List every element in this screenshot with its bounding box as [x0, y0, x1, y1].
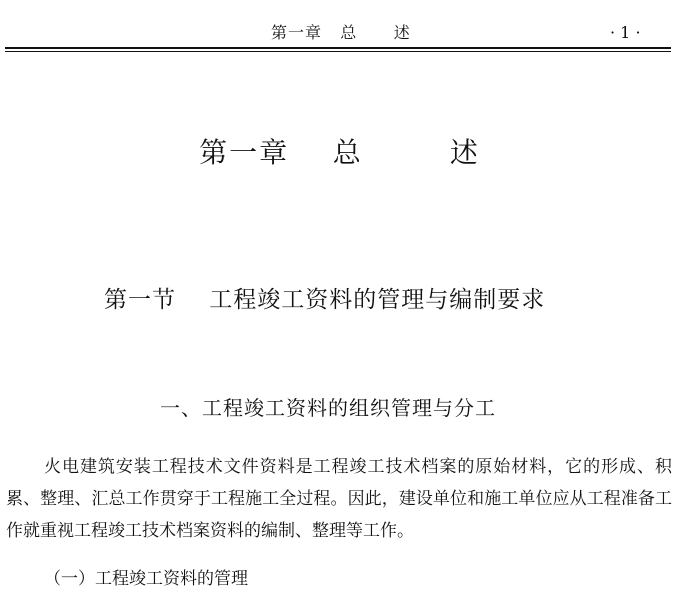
- chapter-title: 第一章 总 述: [199, 136, 480, 169]
- subsection-title: 一、工程竣工资料的组织管理与分工: [160, 396, 496, 420]
- header-rule-thin: [5, 51, 671, 52]
- header-chapter-title: 第一章 总 述: [271, 23, 411, 42]
- page-number: · 1 ·: [610, 23, 641, 42]
- running-header: [0, 0, 679, 50]
- header-rule-thick: [5, 47, 671, 49]
- section-title: 第一节 工程竣工资料的管理与编制要求: [104, 287, 546, 313]
- item-heading: （一）工程竣工资料的管理: [44, 569, 248, 589]
- body-paragraph: 火电建筑安装工程技术文件资料是工程竣工技术档案的原始材料，它的形成、积累、整理、汇总工作贯穿于工程施工全过程。因此，建设单位和施工单位应从工程准备工作就重视工程竣工技术档案资料的编制、整理等工作。: [6, 457, 672, 541]
